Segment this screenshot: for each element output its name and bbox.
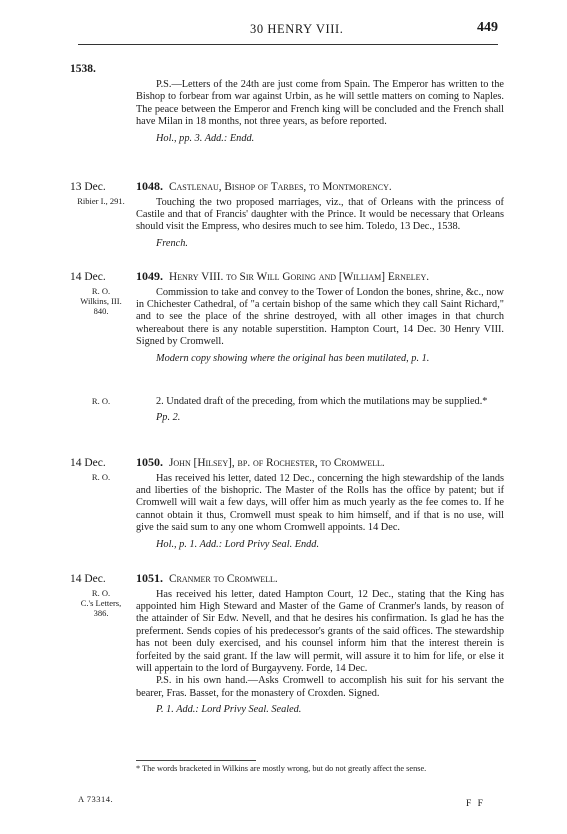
entry-paragraph: P.S.—Letters of the 24th are just come from Spain. The Emperor has written to the Bishop to forbear from war against Urbin, as he will settle matters on coming to Naples. The peace between the Emperor and French king will be concluded and the French shall have Milan in 18 months, not three years, as before reported.: [136, 79, 504, 128]
entry-title: Cranmer to Cromwell.: [169, 573, 278, 585]
entry-source: Ribier I., 291.: [77, 196, 125, 206]
entry-number: 1051.: [136, 571, 163, 585]
entry-body: [136, 396, 504, 425]
entry-source: R. O.: [91, 472, 111, 482]
margin-note: [70, 62, 132, 76]
entry-meta: Modern copy showing where the original has been mutilated, p. 1.: [156, 352, 430, 364]
margin-note: [70, 572, 132, 618]
margin-note: [70, 180, 132, 206]
entry-meta: Hol., p. 1. Add.: Lord Privy Seal. Endd.: [156, 538, 320, 550]
entry-paragraph: 2. Undated draft of the preceding, from which the mutilations may be supplied.*: [156, 396, 488, 407]
footnote-rule: [136, 760, 256, 761]
footnote: * The words bracketed in Wilkins are mostly wrong, but do not greatly affect the sense.: [136, 764, 427, 773]
entry-body: [136, 270, 504, 365]
entry-heading: [136, 270, 504, 285]
entry-paragraph: Touching the two proposed marriages, viz., that of Orleans with the princess of Castile and that of Francis' daughter with the Prince. It would be necessary that Orleans should visit the Empress, who desires much to see him. Toledo, 13 Dec., 1538.: [136, 196, 504, 233]
running-title: 30 HENRY VIII.: [250, 22, 344, 36]
entry-title: Castlenau, Bishop of Tarbes, to Montmorency.: [169, 181, 392, 193]
entry-source: R. O. Wilkins, III. 840.: [80, 286, 122, 316]
entry-body: [136, 572, 504, 717]
entry-date: 14 Dec.: [70, 271, 106, 283]
entry-date: 14 Dec.: [70, 573, 106, 585]
entry-paragraph: Has received his letter, dated 12 Dec., concerning the high stewardship of the lands and liberties of the bishopric. The Master of the Rolls has the office by patent; but if Cromwell will wait a few days, will offer him as much yearly as the fee comes to. If he cannot obtain it thus, Cromwell must speak to him himself, and if that is no use, will give the said sum to any one whom Cromwell appoints. 14 Dec.: [136, 472, 504, 534]
entry-title: Henry VIII. to Sir Will Goring and [William] Erneley.: [169, 271, 430, 283]
entry-date: 13 Dec.: [70, 181, 106, 193]
entry-body: [136, 456, 504, 551]
entry-heading: [136, 572, 504, 587]
page-number: 449: [477, 20, 498, 35]
entry-meta: P. 1. Add.: Lord Privy Seal. Sealed.: [156, 704, 302, 716]
entry-source: R. O.: [91, 396, 111, 406]
entry-meta: French.: [156, 237, 188, 249]
entry-heading: [136, 180, 504, 195]
entry-paragraph: Has received his letter, dated Hampton Court, 12 Dec., stating that the King has appointed him High Steward and Master of the Game of Cranmer's lands, by reason of the attainder of Sir Edw. Nevell, and that he desires his confirmation. Is glad he has the preferment. Sends copies of his predecessor's grants of the said offices. The stewardship has not been duly exercised, and his counsel inform him that the interest therein is forfeited by the said grant. If the law will permit, will assure it to him for life, or else it will appertain to the lord of Burgayveny. Forde, 14 Dec.: [136, 588, 504, 674]
entry-meta: Pp. 2.: [156, 412, 181, 424]
entry-heading: [136, 456, 504, 471]
entry-paragraph: Commission to take and convey to the Tower of London the bones, shrine, &c., now in Chichester Cathedral, of "a certain bishop of the same which they call Saint Richard," and to see the place of the shrine destroyed, with all other images in that church whereabout there is any notable superstition. Hampton Court, 14 Dec. 30 Henry VIII. Signed by Cromwell.: [136, 286, 504, 348]
margin-note: [70, 396, 132, 406]
margin-note: [70, 270, 132, 316]
header-rule: [78, 44, 498, 45]
gathering-signature: F F: [466, 799, 485, 809]
entry-number: 1049.: [136, 269, 163, 283]
entry-number: 1048.: [136, 179, 163, 193]
printer-signature: A 73314.: [78, 794, 114, 804]
entry-body: [136, 79, 504, 145]
entry-date: 1538.: [70, 63, 96, 75]
entry-title: John [Hilsey], bp. of Rochester, to Cromwell.: [169, 457, 385, 469]
entry-body: [136, 180, 504, 250]
entry-source: R. O. C.'s Letters, 386.: [80, 588, 122, 618]
entry-postscript: P.S. in his own hand.—Asks Cromwell to accomplish his suit for his servant the bearer, Fras. Basset, for the monastery of Croxden. Signed.: [136, 675, 504, 699]
margin-note: [70, 456, 132, 482]
entry-number: 1050.: [136, 455, 163, 469]
running-header: [0, 18, 567, 40]
entry-meta: Hol., pp. 3. Add.: Endd.: [156, 132, 255, 144]
entry-date: 14 Dec.: [70, 457, 106, 469]
